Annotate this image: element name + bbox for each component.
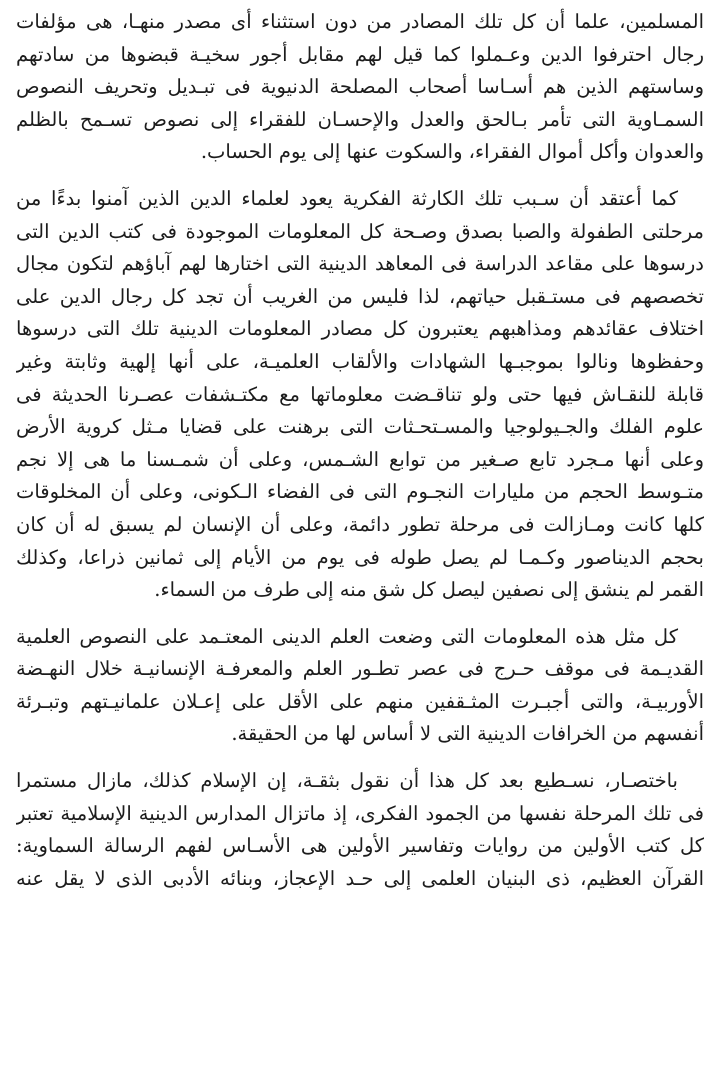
paragraph-gap bbox=[16, 751, 704, 765]
text-line: كل مثل هذه المعلومات التى وضعت العلم الدينى المعتـمد على النصوص العلمية bbox=[16, 624, 678, 648]
text-line: القديـمة فى موقف حـرج فى عصر تطـور العلم والمعرفـة الإنسانيـة خلال النهـضة bbox=[16, 657, 704, 681]
document-page bbox=[16, 6, 704, 1070]
paragraph-2 bbox=[16, 183, 704, 607]
text-line: المسلمين، علما أن كل تلك المصادر من دون استثناء أى مصدر منهـا، هى مؤلفات bbox=[16, 10, 704, 33]
text-line: متـوسط الحجم من مليارات النجـوم التى فى الفضاء الـكونى، وعلى أن المخلوقات bbox=[16, 480, 704, 504]
paragraph-4 bbox=[16, 765, 704, 895]
text-line: بحجم الديناصور وكـمـا لم يصل طوله فى يوم من الأيام إلى ثمانين ذراعا، وكذلك bbox=[16, 545, 704, 569]
text-line: باختصـار، نسـطيع بعد كل هذا أن نقول بثقـة، إن الإسلام كذلك، مازال مستمرا bbox=[16, 769, 678, 793]
text-line: والعدوان وأكل أموال الفقراء، والسكوت عنها إلى يوم الحساب. bbox=[200, 140, 704, 164]
text-line: وعلى أنها مـجرد تابع صـغير من توابع الشـمس، وعلى أن شمـسنا ما هى إلا نجم bbox=[16, 447, 704, 471]
text-line: القرآن العظيم، ذى البنيان العلمى إلى حـد الإعجاز، وبنائه الأدبى الذى لا يقل عنه bbox=[16, 866, 704, 890]
text-line: كلها كانت ومـازالت فى مرحلة تطور دائمة، وعلى أن الإنسان لم يسبق له أن كان bbox=[16, 512, 704, 536]
text-line: علوم الفلك والجـيولوجيا والمسـتحـثات التى برهنت على قضايا مـثل كروية الأرض bbox=[16, 415, 704, 439]
text-line: قابلة للنقـاش فيها حتى ولو تناقـضت معلوماتها مع مكتـشفات عصـرنا الحديثة فى bbox=[16, 382, 704, 406]
text-line: الأوربيـة، والتى أجبـرت المثـقفين منهم على الأقل على إعـلان علمانيـتهم وتبـرئة bbox=[16, 689, 704, 713]
paragraph-gap bbox=[16, 607, 704, 621]
text-line: كل كتب الأولين من روايات وتفاسير الأولين هى الأسـاس لفهم الرسالة السماوية: bbox=[16, 834, 704, 858]
text-line: مرحلتى الطفولة والصبا بصدق وصـحة كل المعلومات الموجودة فى كتب الدين التى bbox=[16, 219, 704, 243]
text-line: كما أعتقد أن سـبب تلك الكارثة الفكرية يعود لعلماء الدين الذين آمنوا بدءًا من bbox=[16, 186, 678, 210]
text-line: السمـاوية التى تأمر بـالحق والعدل والإحسـان للفقراء إلى نصوص تسـمح بالظلم bbox=[16, 107, 704, 131]
text-line: اختلاف عقائدهم ومذاهبهم يعتبرون كل مصادر المعلومات الدينية تلك التى درسوها bbox=[16, 317, 704, 341]
paragraph-3 bbox=[16, 621, 704, 751]
text-line: فى تلك المرحلة نفسها من الجمود الفكرى، إذ ماتزال المدارس الدينية الإسلامية تعتبر bbox=[16, 801, 704, 825]
text-line: أنفسهم من الخرافات الدينية التى لا أساس لها من الحقيقة. bbox=[231, 722, 704, 746]
text-line: رجال احترفوا الدين وعـملوا كما قيل لهم مقابل أجور سخيـة قبضوها من سادتهم bbox=[16, 42, 704, 66]
paragraph-1 bbox=[16, 6, 704, 169]
text-line: وساستهم الذين هم أسـاسا أصحاب المصلحة الدنيوية فى تبـديل وتحريف النصوص bbox=[16, 75, 704, 99]
text-line: القمر لم ينشق إلى نصفين ليصل كل شق منه إلى طرف من السماء. bbox=[154, 578, 704, 602]
text-line: وحفظوها ونالوا بموجبـها الشهادات والألقاب العلميـة، على أنها إلهية وثابتة وغير bbox=[16, 349, 704, 373]
text-line: درسوها على مقاعد الدراسة فى المعاهد الدينية التى اختارها لهم آباؤهم لتكون مجال bbox=[16, 252, 704, 276]
paragraph-gap bbox=[16, 169, 704, 183]
text-line: تخصصهم فى مستـقبل حياتهم، لذا فليس من الغريب أن تجد كل رجال الدين على bbox=[16, 284, 704, 308]
